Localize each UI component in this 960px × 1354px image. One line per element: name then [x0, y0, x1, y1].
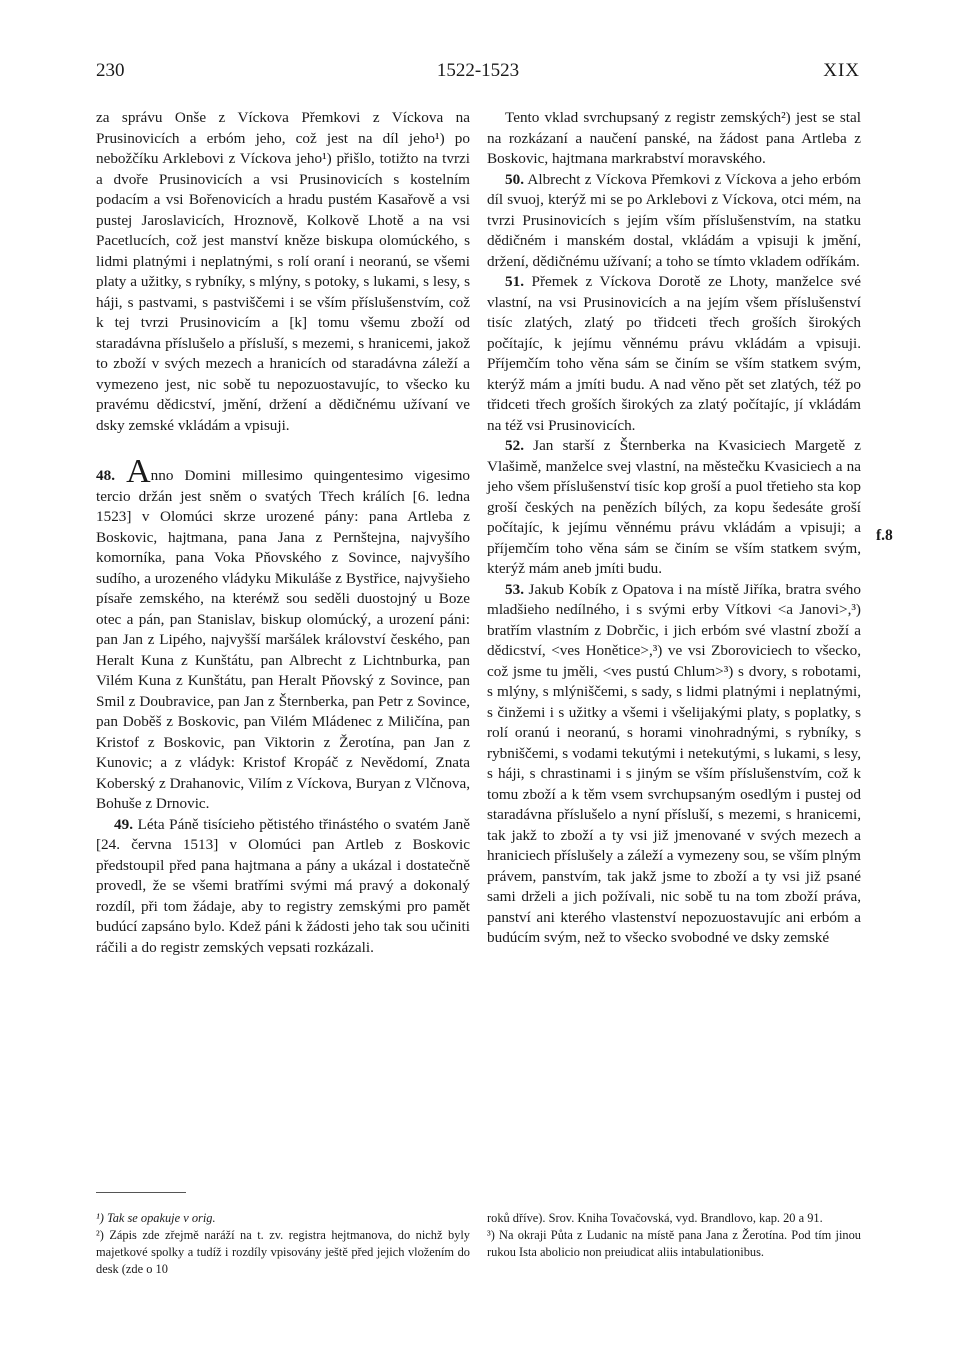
section-number: 53. [505, 580, 524, 598]
left-column [96, 108, 470, 958]
margin-folio-note: f.8 [876, 527, 893, 544]
chapter-number: XIX [823, 60, 860, 81]
section-52 [487, 436, 861, 580]
section-text: Léta Páně tisícieho pětistého třinástého o svatém Janě [24. června 1513] v Olomúci pan Artleb z Boskovic předstoupil před pana hajtmana a pány a ukázal i dostatečně provedl, že se všemi bratřími svými má pravý a dokonalý rozdíl, při tom žádaje, aby to registry zemskými pro pamět budúcí zapsáno bylo. Kdež páni k žádosti jeho tak sou učiniti ráčili a do registr zemských vepsati rozkázali. [96, 815, 471, 956]
section-50 [487, 170, 861, 273]
footnote-2-continued: roků dříve). Srov. Kniha Tovačovská, vyd. Brandlovo, kap. 20 a 91. [487, 1211, 823, 1225]
footnote-1: ¹) Tak se opakuje v orig. [96, 1211, 216, 1225]
initial-letter: A [126, 453, 151, 490]
intro-paragraph: Tento vklad svrchupsaný z registr zemských²) jest se stal na rozkázaní a naučení panské, na žádost pana Artleba z Boskovic, hajtmana markrabství moravského. [487, 109, 861, 167]
section-text: Přemek z Víckova Dorotě ze Lhoty, manželce své vlastní, na vsi Prusinovicích a na jejím všem příslušenství tisíc zlatých, zlatý po třidceti třech groších širokých počítajíc, k jejímu věnnému právu vkládám a vpisuji. Příjemčím toho věna sám se činím se vším statkem svým, kterýž mám a jmíti budu. A nad věno pět set zlatých, též po třidceti třech groších širokých za zlatý počítajíc, jí vkládám na též vsi Prusinovicích. [487, 273, 861, 434]
section-49 [96, 815, 470, 959]
footnotes-left [96, 1210, 470, 1278]
footnote-2: ²) Zápis zde zřejmě naráží na t. zv. registra hejtmanova, do nichž byly majetkové spolky a tudíž i rozdíly vpisovány ještě před jejich vložením do desk (zde o 10 [96, 1228, 470, 1276]
page-number: 230 [96, 60, 125, 81]
footnote-rule [96, 1192, 186, 1193]
running-head-years: 1522-1523 [436, 60, 520, 81]
section-53 [487, 580, 861, 949]
section-number: 52. [505, 437, 524, 454]
footnotes-right [487, 1210, 861, 1261]
right-column [487, 108, 861, 949]
section-number: 48. [96, 467, 115, 484]
section-number: 51. [505, 273, 524, 290]
section-number: 50. [505, 170, 524, 188]
section-number: 49. [114, 815, 133, 833]
section-text: nno Domini millesimo quingentesimo vigesimo tercio držán jest sněm o svatých Třech králích [6. ledna 1523] v Olomúci skrze urozené pány: pana Artleba z Boskovic, hajtmana, pana Jana z Pernštejna, najvyšího komorníka, pana Voka Pňovského z Sovince, najvyšího sudího, a urozeného vládyku Mikuláše z Bystřice, najvyšieho písaře zemského, na kteréмž sou seděli duostojný u Boze otec a pán, pan Stanislav, biskup olomúcký, a urození páni: pan Jan z Lipého, najvyšší maršálek království českého, pan Heralt Kuna z Kunštátu, pan Albrecht z Lichtnburka, pan Vilém Kuna z Kunštátu, pan Heralt Pňovský z Sovince, pan Smil z Doubravice, pan Jan z Šternberka, pan Petr z Sovince, pan Doběš z Boskovic, pan Vilém Mládenec z Miličína, pan Kristof z Boskovic, pan Viktorin z Žerotína, pan Jan z Kunovic; a z vládyk: Kristof Kropáč z Nevědomí, Znata Koberský z Drahanovic, Vilím z Víckova, Buryan z Vlčnova, Bohuše z Drnovic. [96, 467, 470, 812]
footnote-3: ³) Na okraji Půta z Ludanic na místě pana Jana z Žerotína. Pod tím jinou rukou Ista abolicio non preiudicat aliis intabulationibus. [487, 1228, 861, 1259]
section-51 [487, 272, 861, 436]
section-text: Albrecht z Víckova Přemkovi z Víckova a jeho erbóm díl svuoj, kterýž mi se po Arklebovi z Víckova, otci mém, na tvrzi Prusinovicích s jejím vším příslušenstvím, na statku dědičném i manském dostal, vkládám a vpisuji k jmění, držení, dědičnému užívaní; a toho se tímto vkladem odříkám. [487, 170, 861, 270]
section-48 [96, 453, 470, 815]
section-text: Jakub Kobík z Opatova i na místě Jiříka, bratra svého mladšieho nedílného, i s svými erby Vítkovi <a Janovi>,³) bratřím vlastním z Dobrčic, i jich erbóm své vlastní zboží a dědicství, <ves Honětice>,³) ve vsi Zboroviciech to všecko, což jsme tu jměli, <ves pustú Chlum>³) s dvory, s robotami, s mlýny, s mlýniščemi, s sady, s lidmi platnými i neplatnými, s činžemi i s užitky a všemi i všelijakými platy, s poplatky, s rolí oranú i neoranú, s horami vinohradnými, s rybníky, s rybniščemi, s vodami tekutými i netekutými, s lukami, s lesy, s háji, s chrastinami i s jiným se vším příslušenstvím, což k tomu zboží a k těm vsem svrchupsaným osedlým i pustej od staradávna příslušelo a nyní přísluší, s mezemi, s hranicemi, tak jakž to zboží a ty vsi již jmenované v svých mezech a hraniciech příslušely a záleží a vymezeny sou, se vším plným právem, panstvím, tak jakž jsme to zboží a ty vsi již psané sami drželi a jich požívali, nic sobě tu na tom zboží práva, panství ani kterého vlastenství nepozuostavujíc ani erbóm a budúcím svým, než to všecko svobodné ve dsky zemské [487, 580, 861, 946]
page-header [96, 60, 860, 86]
intro-paragraph: za správu Onše z Víckova Přemkovi z Víckova na Prusinovicích a erbóm jeho, což jest na díl jeho¹) po nebožčíku Arklebovi z Víckova jeho¹) přišlo, totižto na tvrzi a dvoře Prusinovicích a vsi Prusinovicích s kostelním podacím a vsi Bořenovicích a hradu pustém Kasařově a vsi pustej Jaroslavicích, Hroznově, Kolkově Lhotě a na vsi Pacetlucích, což jest manství kněze biskupa olomúckého, s lidmi platnými i neplatnými, s rolí oraní i neoranú, se všemi platy a užitky, s rybníky, s mlýny, s potoky, s lukami, s lesy, s háji, s pastvami, s pastviščemi i se vším příslušenstvím, což k tej tvrzi Prusinovicím a [k] tomu všemu zboží od staradávna příslušelo a přísluší, s mezemi, s hranicemi, jakož to zboží v svých mezech a hranicích od staradávna záleží a vymezeno jest, nic sobě tu nepozuostavujíc, to všecko ku pravému dědicství, jmění, držení a dědičnému užívaní ve dsky zemské vkládám a vpisuji. [96, 109, 470, 434]
section-text: Jan starší z Šternberka na Kvasiciech Margetě z Vlašimě, manželce svej vlastní, na městečku Kvasiciech a na jeho všem příslušenství tisíc kop groší a puol třetieho sta kop groší českých na penězích bílých, za kopu šedesáte groší počítajíc, k jejímu věnnému právu vkládám a vpisuji; a příjemčím toho věna sám se činím se vším statkem svým, kterýž mám aneb jmíti budu. [487, 437, 862, 577]
